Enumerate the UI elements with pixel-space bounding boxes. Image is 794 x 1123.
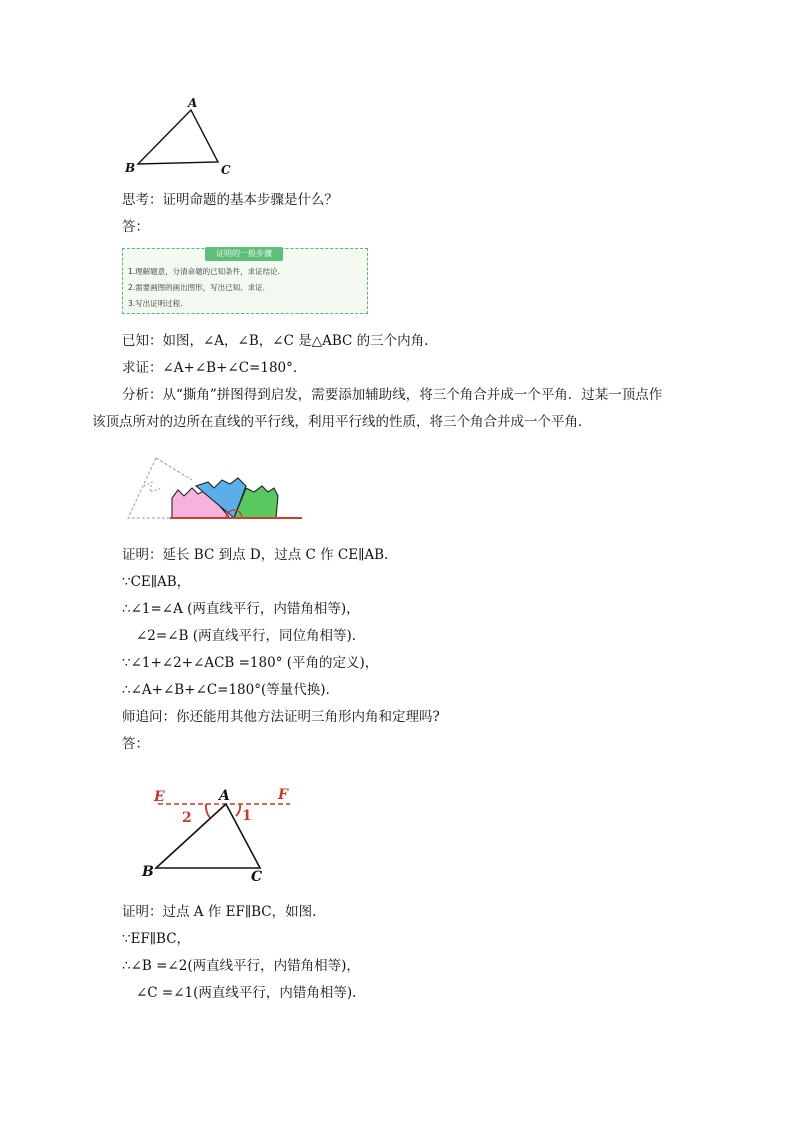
proof2-line-3: ∴∠B =∠2(两直线平行，内错角相等)，	[122, 958, 360, 974]
think-question: 思考：证明命题的基本步骤是什么？	[122, 192, 338, 208]
vertex-label-a: A	[188, 96, 198, 110]
triangle-parallel-figure	[138, 782, 298, 886]
point-label-f: F	[278, 787, 288, 803]
proof1-line-5: ∵∠1+∠2+∠ACB =180° (平角的定义)，	[122, 655, 379, 671]
analysis-line-1: 分析：从“撕角”拼图得到启发，需要添加辅助线，将三个角合并成一个平角．过某一顶点作	[122, 387, 663, 403]
proof-steps-title: 证明的一般步骤	[205, 247, 283, 261]
proof-step-2: 2.需要画图的画出图形，写出已知、求证.	[128, 283, 266, 292]
point-label-a: A	[219, 788, 230, 804]
answer-label-1: 答：	[122, 219, 149, 235]
proof1-line-1: 证明：延长 BC 到点 D，过点 C 作 CE∥AB.	[122, 547, 389, 563]
point-label-e: E	[154, 789, 165, 805]
triangle-figure-1	[118, 96, 238, 180]
torn-angles-figure	[122, 452, 306, 524]
proof-step-3: 3.写出证明过程.	[128, 299, 183, 308]
proof-step-1: 1.理解题意，分清命题的已知条件，求证结论.	[128, 267, 281, 276]
answer-label-2: 答：	[122, 736, 149, 752]
proof2-line-2: ∵EF∥BC，	[122, 931, 191, 947]
analysis-line-2: 该顶点所对的边所在直线的平行线，利用平行线的性质，将三个角合并成一个平角．	[92, 414, 592, 430]
vertex-label-c: C	[221, 163, 231, 177]
proof2-line-1: 证明：过点 A 作 EF∥BC，如图.	[122, 904, 317, 920]
proof1-line-4: ∠2=∠B (两直线平行，同位角相等).	[136, 628, 357, 644]
vertex-label-b: B	[125, 161, 136, 175]
proof1-line-6: ∴∠A+∠B+∠C=180°(等量代换).	[122, 682, 330, 698]
proof-steps-box	[122, 248, 368, 314]
followup-question: 师追问：你还能用其他方法证明三角形内角和定理吗?	[122, 709, 440, 725]
known-statement: 已知：如图，∠A，∠B，∠C 是△ABC 的三个内角.	[122, 333, 429, 349]
point-label-c: C	[251, 869, 263, 885]
angle-label-2: 2	[182, 810, 192, 826]
angle-label-1: 1	[242, 808, 252, 824]
point-label-b: B	[142, 864, 154, 880]
proof1-line-2: ∵CE∥AB，	[122, 574, 191, 590]
proof1-line-3: ∴∠1=∠A (两直线平行，内错角相等)，	[122, 601, 360, 617]
prove-statement: 求证：∠A+∠B+∠C=180°.	[122, 360, 298, 376]
proof2-line-4: ∠C =∠1(两直线平行，内错角相等).	[136, 985, 357, 1001]
